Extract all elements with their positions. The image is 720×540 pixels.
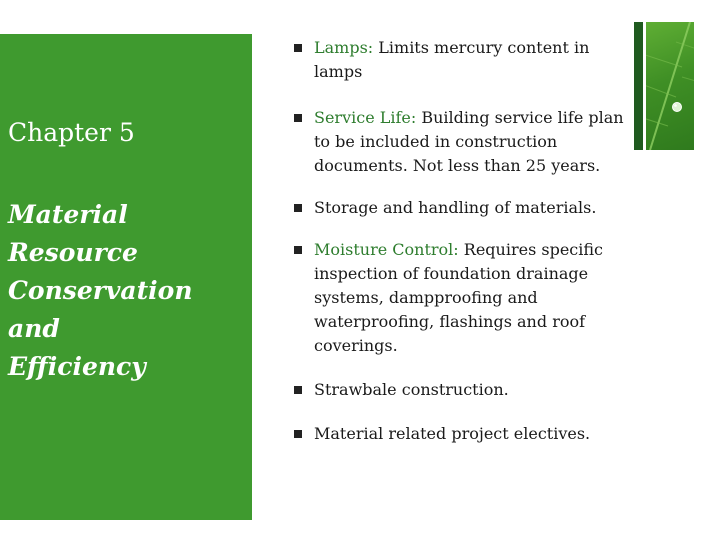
- list-item: [292, 378, 632, 402]
- list-item: [292, 36, 632, 84]
- subtitle-line: Material: [8, 200, 128, 229]
- list-item: [292, 422, 632, 446]
- list-item-body: Storage and handling of materials.: [314, 198, 597, 217]
- list-item-text: [314, 36, 632, 84]
- list-item-text: [314, 422, 632, 446]
- list-item-text: [314, 238, 632, 358]
- list-item-term: Moisture Control:: [314, 240, 459, 259]
- bullet-square-icon: [294, 430, 302, 438]
- accent-bar: [634, 22, 643, 150]
- bullet-square-icon: [294, 386, 302, 394]
- water-droplet-icon: [673, 103, 682, 112]
- list-item-text: [314, 378, 632, 402]
- list-item: [292, 196, 632, 220]
- subtitle-line: and: [8, 314, 60, 343]
- chapter-label: Chapter 5: [8, 118, 135, 147]
- subtitle-line: Conservation: [8, 276, 193, 305]
- bullet-square-icon: [294, 246, 302, 254]
- bullet-square-icon: [294, 44, 302, 52]
- leaf-graphic: [646, 22, 694, 150]
- list-item-body: Strawbale construction.: [314, 380, 509, 399]
- bullet-square-icon: [294, 204, 302, 212]
- list-item-term: Lamps:: [314, 38, 374, 57]
- list-item-body: Material related project electives.: [314, 424, 591, 443]
- list-item-body: Requires specific inspection of foundation drainage systems, dampproofing and waterproofing, flashings and roof coverings.: [314, 240, 603, 355]
- list-item-term: Service Life:: [314, 108, 417, 127]
- leaf-icon: [646, 22, 694, 150]
- chapter-subtitle: [8, 196, 248, 386]
- list-item-text: [314, 106, 632, 178]
- bullet-square-icon: [294, 114, 302, 122]
- list-item: [292, 238, 632, 358]
- list-item-text: [314, 196, 632, 220]
- list-item-body: Building service life plan to be included in construction documents. Not less than 25 years.: [314, 108, 624, 175]
- list-item: [292, 106, 632, 178]
- list-item-body: Limits mercury content in lamps: [314, 38, 590, 81]
- subtitle-line: Resource: [8, 238, 138, 267]
- subtitle-line: Efficiency: [8, 352, 146, 381]
